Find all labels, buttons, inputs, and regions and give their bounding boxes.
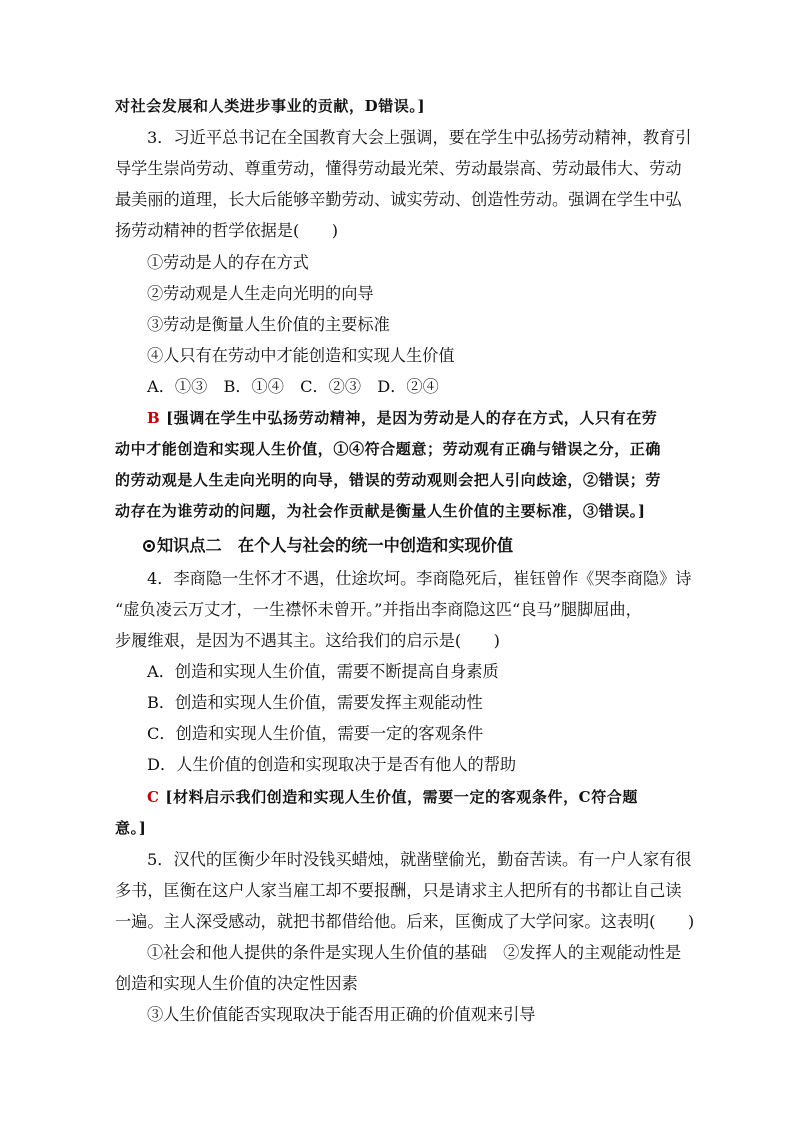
q5-stem-line: 一遍。主人深受感动，就把书都借给他。后来，匡衡成了大学问家。这表明( ) <box>115 912 695 931</box>
q4-analysis-line: 意。] <box>115 819 147 837</box>
q3-answer-key: B <box>147 409 161 427</box>
q5-stem-line: 多书，匡衡在这户人家当雇工却不要报酬，只是请求主人把所有的书都让自己读 <box>115 881 682 900</box>
q3-stem-line: 导学生崇尚劳动、尊重劳动，懂得劳动最光荣、劳动最崇高、劳动最伟大、劳动 <box>115 159 682 178</box>
q3-analysis-line: 的劳动观是人生走向光明的向导，错误的劳动观则会把人引向歧途，②错误；劳 <box>115 471 662 489</box>
q4-stem-line: “虚负凌云万丈才，一生襟怀未曾开。”并指出李商隐这匹“良马”腿脚屈曲， <box>115 600 642 619</box>
q3-analysis-line: 动存在为谁劳动的问题，为社会作贡献是衡量人生价值的主要标准，③错误。] <box>115 502 646 520</box>
knowledge-point-title: 知识点二 在个人与社会的统一中创造和实现价值 <box>157 536 514 555</box>
q5-item: ③人生价值能否实现取决于能否用正确的价值观来引导 <box>147 1005 536 1024</box>
q5-item: 创造和实现人生价值的决定性因素 <box>115 974 358 993</box>
q5-item: ①社会和他人提供的条件是实现人生价值的基础 ②发挥人的主观能动性是 <box>147 943 682 962</box>
q3-analysis-line: 动中才能创造和实现人生价值，①④符合题意；劳动观有正确与错误之分，正确 <box>115 440 662 458</box>
q2-analysis-tail: 对社会发展和人类进步事业的贡献，D错误。] <box>115 97 426 115</box>
q4-stem-line: 步履维艰，是因为不遇其主。这给我们的启示是( ) <box>115 631 500 650</box>
q3-item: ①劳动是人的存在方式 <box>147 253 309 272</box>
q4-analysis-text: [材料启示我们创造和实现人生价值，需要一定的客观条件，C符合题 <box>165 788 639 806</box>
q4-answer-key: C <box>147 788 160 806</box>
q4-option: B．创造和实现人生价值，需要发挥主观能动性 <box>147 693 483 712</box>
q5-stem-line: 5．汉代的匡衡少年时没钱买蜡烛，就凿壁偷光，勤奋苦读。有一户人家有很 <box>147 850 692 869</box>
q4-stem-line: 4．李商隐一生怀才不遇，仕途坎坷。李商隐死后，崔钰曾作《哭李商隐》诗 <box>147 569 692 588</box>
bullet-icon <box>143 540 155 552</box>
q3-options: A．①③ B．①④ C．②③ D．②④ <box>147 377 439 396</box>
q3-stem-line: 最美丽的道理，长大后能够辛勤劳动、诚实劳动、创造性劳动。强调在学生中弘 <box>115 190 682 209</box>
q4-analysis-line <box>147 786 638 808</box>
q4-option: D．人生价值的创造和实现取决于是否有他人的帮助 <box>147 755 517 774</box>
knowledge-point-heading <box>143 535 513 557</box>
q3-analysis-line <box>147 407 657 429</box>
q3-item: ②劳动观是人生走向光明的向导 <box>147 284 374 303</box>
q3-stem-line: 扬劳动精神的哲学依据是( ) <box>115 221 339 240</box>
q3-stem-line: 3．习近平总书记在全国教育大会上强调，要在学生中弘扬劳动精神，教育引 <box>147 128 692 147</box>
q4-option: C．创造和实现人生价值，需要一定的客观条件 <box>147 724 484 743</box>
q3-item: ③劳动是衡量人生价值的主要标准 <box>147 315 390 334</box>
q3-item: ④人只有在劳动中才能创造和实现人生价值 <box>147 346 455 365</box>
q3-analysis-text: [强调在学生中弘扬劳动精神，是因为劳动是人的存在方式，人只有在劳 <box>166 409 658 427</box>
q4-option: A．创造和实现人生价值，需要不断提高自身素质 <box>147 662 499 681</box>
